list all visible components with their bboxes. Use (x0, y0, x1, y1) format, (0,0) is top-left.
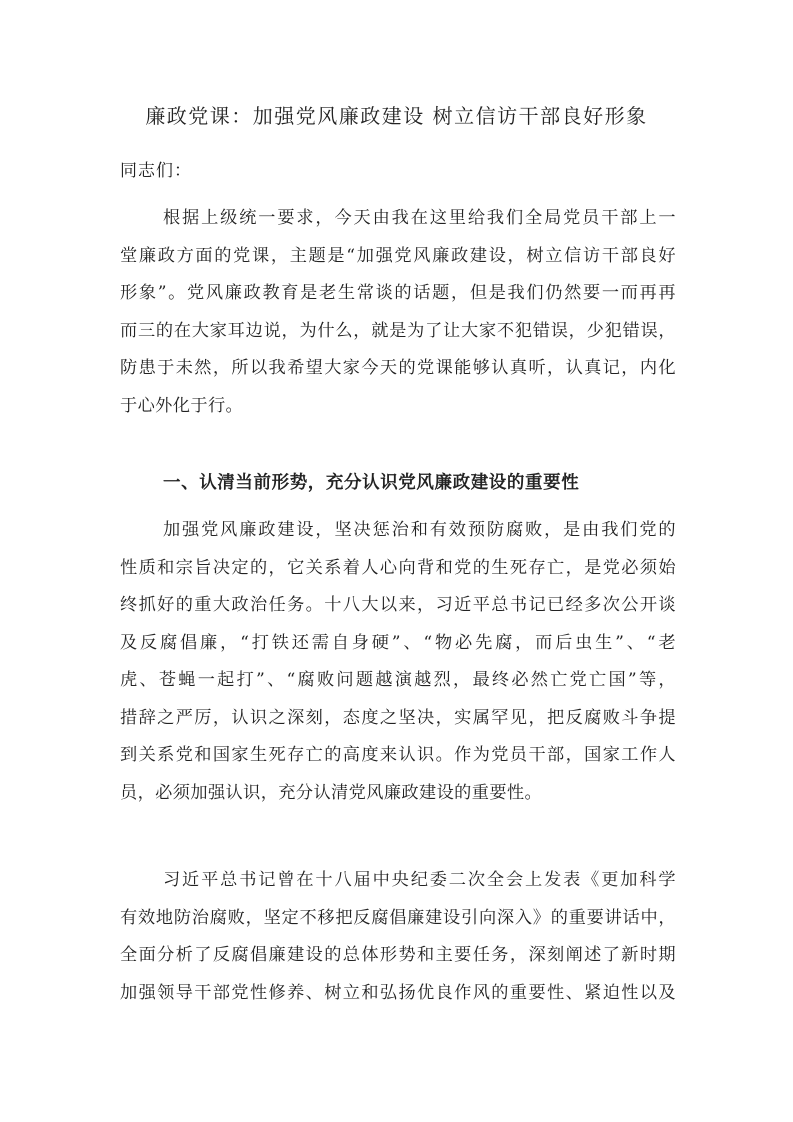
paragraph-line: 措辞之严厉，认识之深刻，态度之坚决，实属罕见，把反腐败斗争提 (120, 707, 676, 728)
paragraph-importance (120, 512, 676, 812)
paragraph-line: 员，必须加强认识，充分认清党风廉政建设的重要性。 (120, 782, 543, 803)
paragraph-line: 到关系党和国家生死存亡的高度来认识。作为党员干部，国家工作人 (120, 745, 676, 765)
paragraph-line: 根据上级统一要求，今天由我在这里给我们全局党员干部上一 (163, 208, 676, 228)
paragraph-line: 虎、苍蝇一起打”、“腐败问题越演越烈，最终必然亡党亡国”等， (120, 670, 676, 690)
paragraph-line: 加强领导干部党性修养、树立和弘扬优良作风的重要性、紧迫性以及 (120, 982, 676, 1003)
paragraph-line: 形象”。党风廉政教育是老生常谈的话题，但是我们仍然要一而再再 (120, 283, 676, 303)
paragraph-speech (120, 862, 676, 1012)
paragraph-line: 加强党风廉政建设，坚决惩治和有效预防腐败，是由我们党的 (163, 520, 676, 540)
paragraph-line: 终抓好的重大政治任务。十八大以来，习近平总书记已经多次公开谈 (120, 595, 676, 615)
paragraph-line: 全面分析了反腐倡廉建设的总体形势和主要任务，深刻阐述了新时期 (120, 945, 676, 965)
paragraph-intro (120, 200, 676, 425)
paragraph-line: 而三的在大家耳边说，为什么，就是为了让大家不犯错误，少犯错误， (120, 320, 676, 341)
document-title: 廉政党课：加强党风廉政建设 树立信访干部良好形象 (145, 104, 648, 128)
paragraph-line: 习近平总书记曾在十八届中央纪委二次全会上发表《更加科学 (163, 870, 676, 890)
paragraph-line: 有效地防治腐败，坚定不移把反腐倡廉建设引向深入》的重要讲话中， (120, 907, 676, 928)
section-heading: 一、认清当前形势，充分认识党风廉政建设的重要性 (163, 473, 580, 493)
paragraph-line: 及反腐倡廉，“打铁还需自身硬”、“物必先腐，而后虫生”、“老 (120, 632, 676, 653)
paragraph-line: 堂廉政方面的党课，主题是“加强党风廉政建设，树立信访干部良好 (120, 245, 676, 266)
paragraph-line: 防患于未然，所以我希望大家今天的党课能够认真听，认真记，内化 (120, 358, 676, 378)
paragraph-line: 性质和宗旨决定的，它关系着人心向背和党的生死存亡，是党必须始 (120, 557, 676, 578)
salutation: 同志们： (120, 161, 192, 181)
paragraph-line: 于心外化于行。 (120, 395, 244, 416)
